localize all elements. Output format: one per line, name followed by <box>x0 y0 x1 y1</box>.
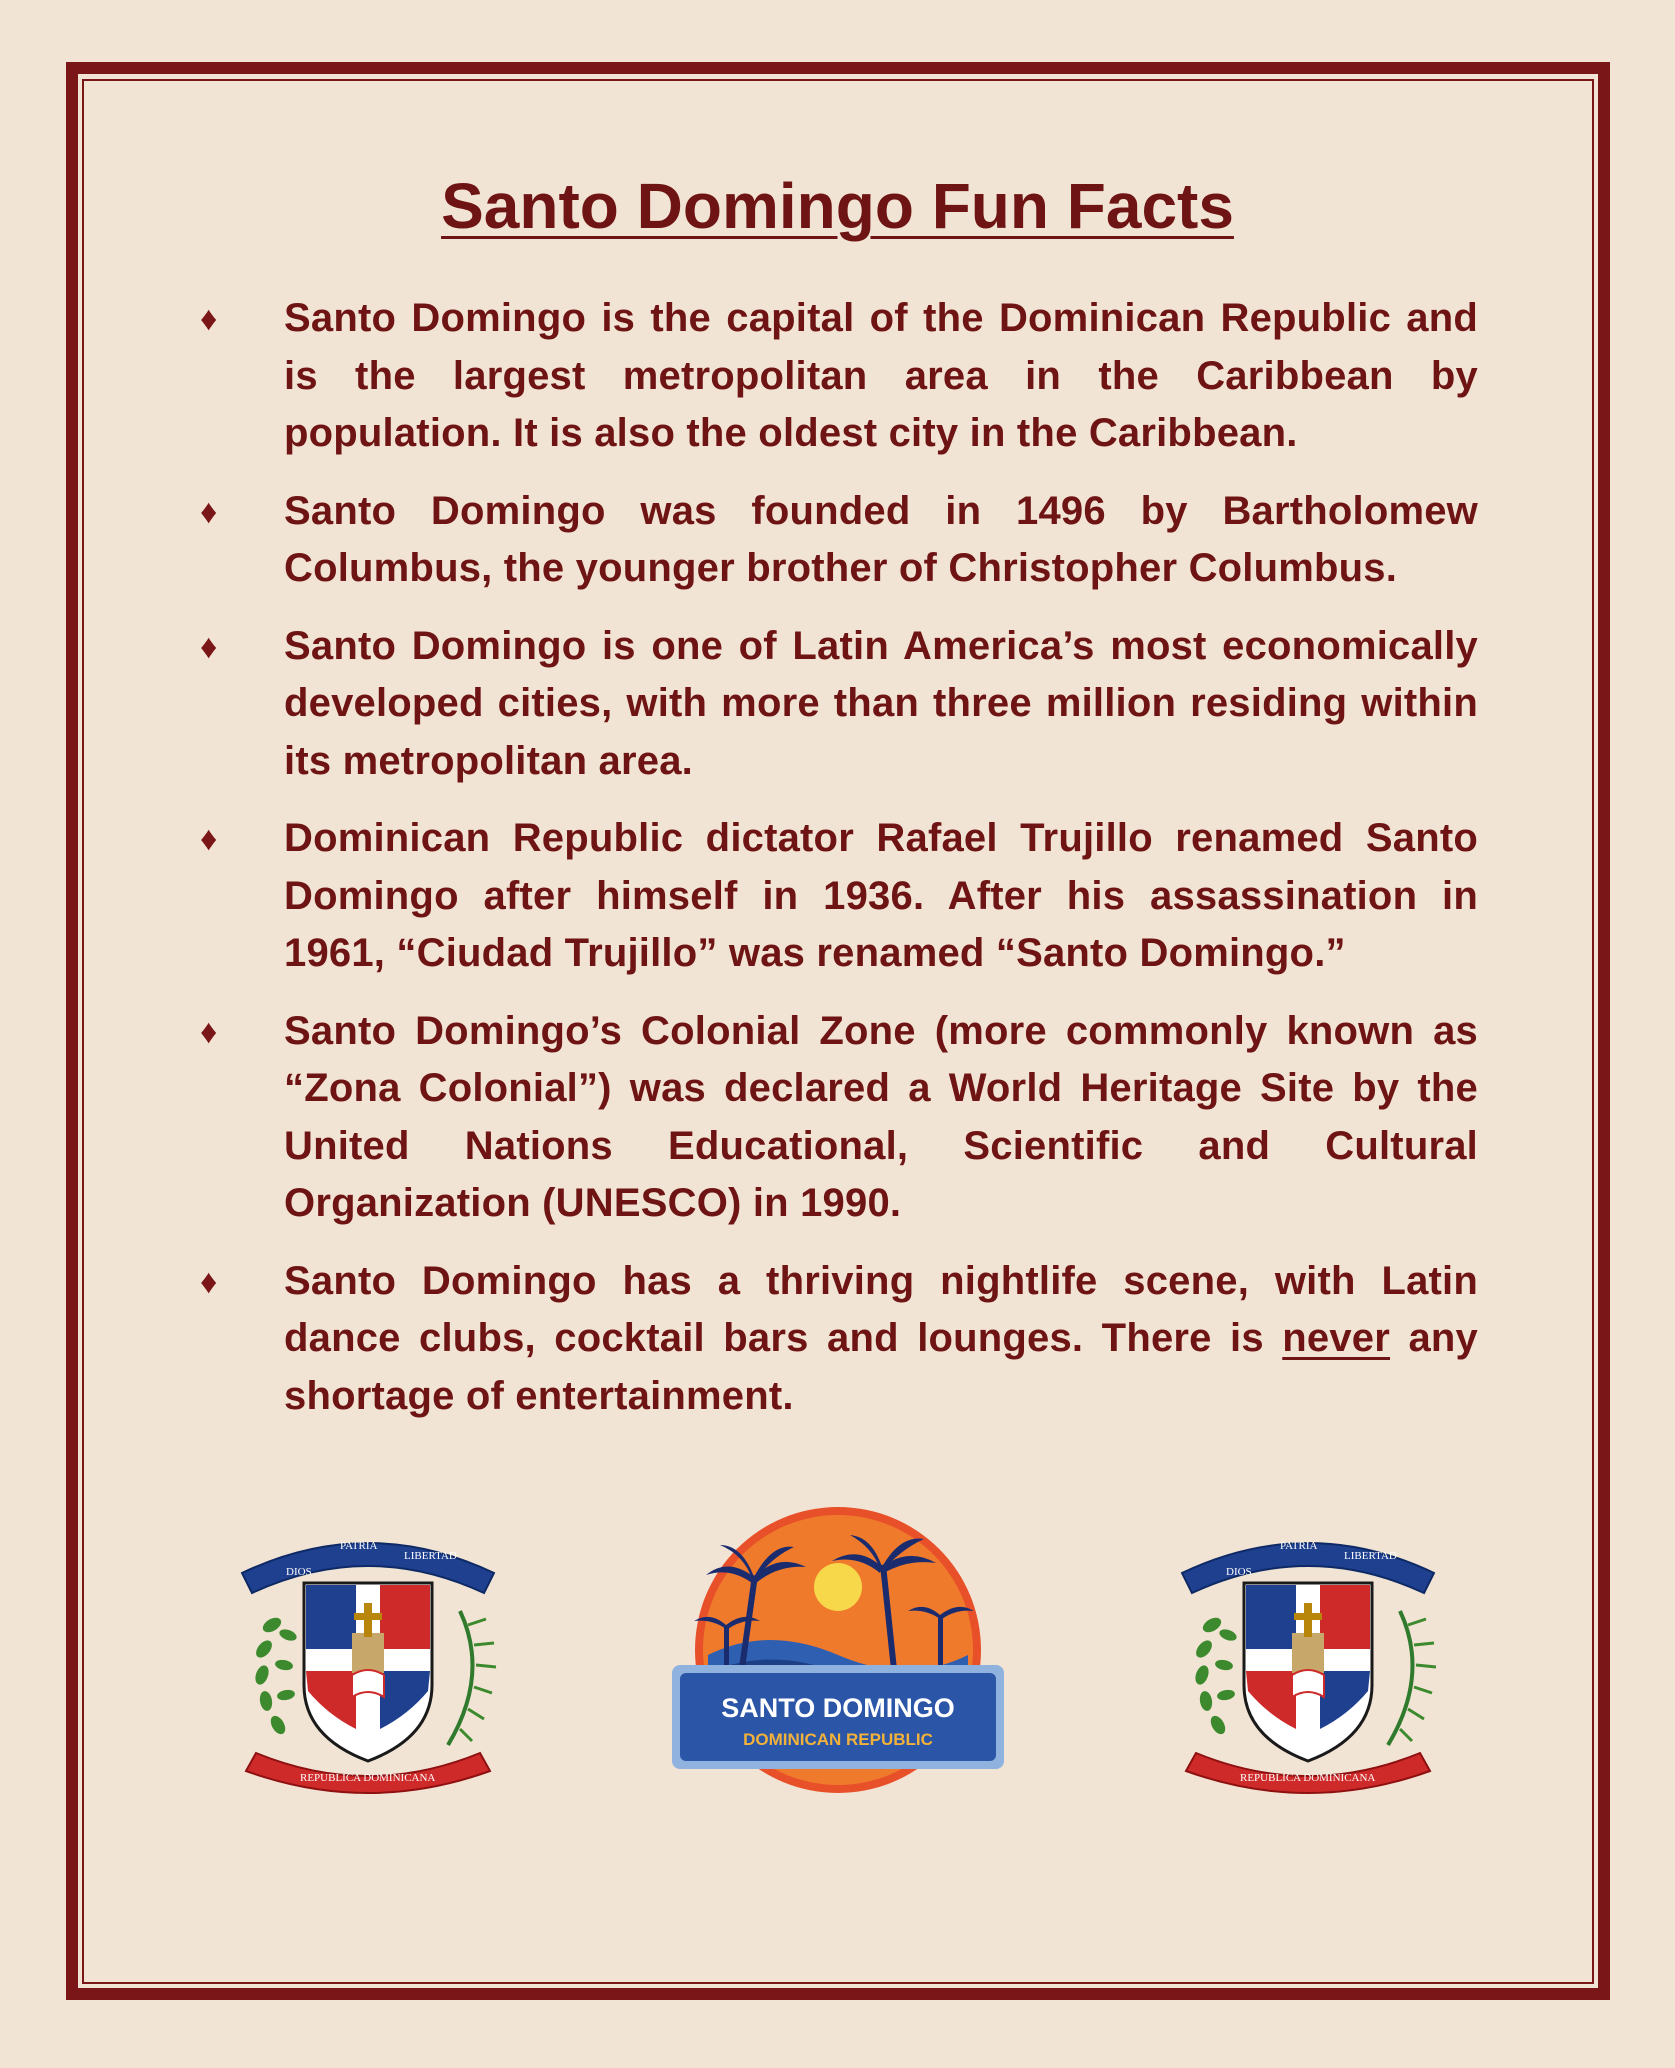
fact-text: Santo Domingo is one of Latin America’s most economically developed cities, with more than three million residing within its metropolitan area. <box>284 623 1478 783</box>
fact-item <box>200 1003 1478 1233</box>
motto-dios: DIOS <box>286 1566 312 1578</box>
facts-list <box>200 290 1478 1445</box>
santo-domingo-badge <box>668 1505 1008 1800</box>
coat-of-arms-right <box>1168 1515 1448 1795</box>
diamond-bullet-icon: ♦ <box>200 627 218 666</box>
ribbon-text: REPUBLICA DOMINICANA <box>1240 1772 1376 1784</box>
motto-dios: DIOS <box>1226 1566 1252 1578</box>
diamond-bullet-icon: ♦ <box>200 492 218 531</box>
motto-patria: PATRIA <box>1280 1540 1318 1552</box>
motto-libertad: LIBERTAD <box>404 1550 457 1562</box>
motto-libertad: LIBERTAD <box>1344 1550 1397 1562</box>
fact-text: Santo Domingo has a thriving nightlife scene, with Latin dance clubs, cocktail bars and lounges. There is never any shortage of entertainment. <box>284 1258 1478 1418</box>
fact-text: Santo Domingo’s Colonial Zone (more commonly known as “Zona Colonial”) was declared a World Heritage Site by the United Nations Educational, Scientific and Cultural Organization (UNESCO) in 1990. <box>284 1008 1478 1225</box>
sun-icon <box>814 1563 862 1611</box>
fact-text: Dominican Republic dictator Rafael Trujillo renamed Santo Domingo after himself in 1936. After his assassination in 1961, “Ciudad Trujillo” was renamed “Santo Domingo.” <box>284 816 1478 975</box>
fact-item <box>200 290 1478 463</box>
coat-of-arms-left <box>228 1515 508 1795</box>
fact-item <box>200 483 1478 598</box>
ribbon-text: REPUBLICA DOMINICANA <box>300 1772 436 1784</box>
emphasis-never: never <box>1282 1316 1391 1360</box>
fact-text: Santo Domingo is the capital of the Dominican Republic and is the largest metropolitan area in the Caribbean by population. It is also the oldest city in the Caribbean. <box>284 296 1478 455</box>
fact-item <box>200 810 1478 983</box>
motto-patria: PATRIA <box>340 1540 378 1552</box>
page-title: Santo Domingo Fun Facts <box>441 170 1234 242</box>
fact-item <box>200 1253 1478 1426</box>
badge-subtitle: DOMINICAN REPUBLIC <box>743 1730 933 1749</box>
diamond-bullet-icon: ♦ <box>200 300 218 338</box>
diamond-bullet-icon: ♦ <box>200 1012 218 1051</box>
diamond-bullet-icon: ♦ <box>200 820 218 858</box>
diamond-bullet-icon: ♦ <box>200 1262 218 1301</box>
fact-item <box>200 618 1478 791</box>
badge-title: SANTO DOMINGO <box>721 1693 955 1723</box>
fact-text: Santo Domingo was founded in 1496 by Bartholomew Columbus, the younger brother of Christopher Columbus. <box>284 488 1478 590</box>
